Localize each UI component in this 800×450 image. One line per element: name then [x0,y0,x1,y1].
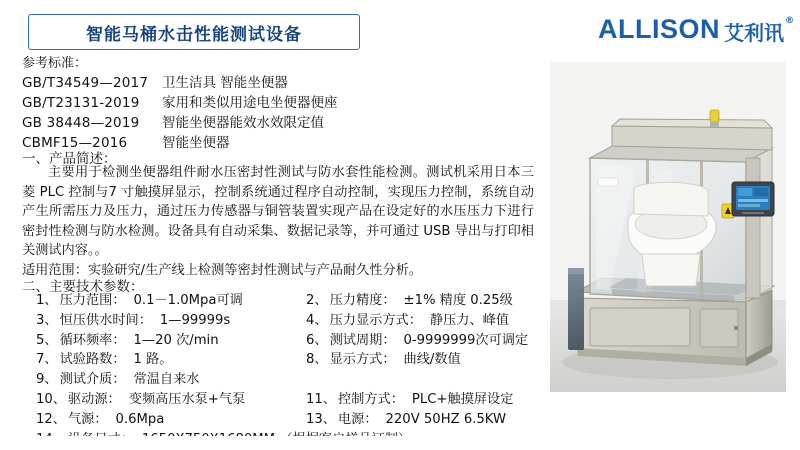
standard-name: 智能坐便器能效水效限定值 [162,115,324,131]
param-item [22,350,292,370]
param-value: 0.1－1.0Mpa可调 [133,293,243,308]
standard-code: GB/T34549—2017 [22,75,149,91]
standard-name: 智能坐便器 [162,135,230,151]
param-label: 压力范围： [59,293,126,308]
param-number: 6、 [306,332,328,348]
param-number: 5、 [36,332,58,348]
param-value: 曲线/数值 [403,352,461,368]
standards-heading: 参考标准： [22,56,88,71]
param-item [22,410,292,430]
param-label: 电源： [337,411,378,427]
param-label: 测试介质： [59,372,126,388]
param-value: 常温自来水 [133,372,200,388]
param-value: 1 路。 [133,352,173,368]
param-number: 11、 [306,391,336,407]
standard-code: GB/T23131-2019 [22,95,140,111]
param-number: 7、 [36,352,58,368]
param-text [66,390,245,410]
param-text [58,350,173,370]
param-label: 压力显示方式： [329,312,422,328]
brand-name-cn-text: 艾利讯 [724,21,784,45]
standard-name: 卫生洁具 智能坐便器 [162,75,288,91]
param-row [22,331,542,351]
param-text [66,410,164,430]
param-item [22,311,292,331]
param-text [328,291,513,311]
param-item [22,390,292,410]
param-label: 测试周期： [329,332,396,348]
param-number: 13、 [306,411,336,427]
section2-title: 二、主要技术参数： [22,279,144,295]
param-item [292,410,542,430]
param-row [22,370,542,390]
brand-name-en: ALLISON [598,14,720,44]
standard-item [22,113,542,133]
page-title-box [28,14,360,50]
param-text [336,390,513,410]
param-number: 8、 [306,352,328,368]
param-label: 控制方式： [337,391,404,407]
standard-item [22,93,542,113]
param-number: 2、 [306,293,328,308]
param-item [22,370,542,390]
param-label: 气源： [67,411,108,427]
param-text [328,350,461,370]
section1-paragraph-1: 主要用于检测坐便器组件耐水压密封性测试与防水套性能检测。测试机采用日本三菱 PLC 控制与7 寸触摸屏显示，控制系统通过程序自动控制，实现压力控制，系统自动产生所需压力及压力，通过压力传感器与铜管装置实现产品在设定好的水压压力下进行密封性检测与防水检测。设备具有自动采集、数据记录等，并可通过 USB 导出与打印相关测试内容。。 [22,165,534,258]
param-item [292,390,542,410]
param-number: 1、 [36,293,58,308]
param-item [292,311,542,331]
section1-paragraph-2: 适用范围：实验研究/生产线上检测等密封性测试与产品耐久性分析。 [22,262,423,278]
section1-body [22,163,534,280]
param-number: 10、 [36,391,66,407]
brand-name-cn [724,16,794,45]
param-number: 3、 [36,312,58,328]
section2-params [22,291,542,449]
brand-logo [598,14,794,45]
standard-item [22,73,542,93]
param-value: 静压力、峰值 [429,312,510,328]
param-value: 1—20 次/min [133,332,219,348]
param-text [58,291,243,311]
param-value: 0-9999999次可调定 [403,332,529,348]
param-label: 驱动源： [67,391,121,407]
param-label: 循环频率： [59,332,126,348]
bottom-strip [0,436,800,450]
param-text [328,331,529,351]
param-label: 试验路数： [59,352,126,368]
section1-title: 一、产品简述： [22,151,117,167]
param-text [58,370,200,390]
param-item [22,291,292,311]
param-item [292,291,542,311]
param-label: 恒压供水时间： [59,312,152,328]
param-item [22,331,292,351]
param-text [58,311,231,331]
standard-code: GB 38448—2019 [22,115,140,131]
param-row [22,311,542,331]
param-value: 变频高压水泵+气泵 [128,391,246,407]
param-value: 0.6Mpa [115,411,165,427]
param-text [58,331,219,351]
standard-code: CBMF15—2016 [22,135,128,151]
param-number: 9、 [36,372,58,388]
param-text [336,410,506,430]
registered-mark-icon: ® [785,16,794,26]
standard-name: 家用和类似用途电坐便器便座 [162,95,338,111]
param-value: 1—99999s [159,312,231,328]
param-label: 压力精度： [329,293,396,308]
param-text [328,311,509,331]
param-row [22,350,542,370]
page-title: 智能马桶水击性能测试设备 [86,24,302,45]
param-number: 4、 [306,312,328,328]
param-row [22,390,542,410]
param-number: 12、 [36,411,66,427]
param-row [22,291,542,311]
param-value: PLC+触摸屏设定 [411,391,514,407]
param-item [292,331,542,351]
param-value: ±1% 精度 0.25级 [403,293,513,308]
param-item [292,350,542,370]
param-row [22,410,542,430]
param-value: 220V 50HZ 6.5KW [385,411,507,427]
param-label: 显示方式： [329,352,396,368]
test-equipment-photo [550,62,786,392]
standards-block [22,52,542,153]
